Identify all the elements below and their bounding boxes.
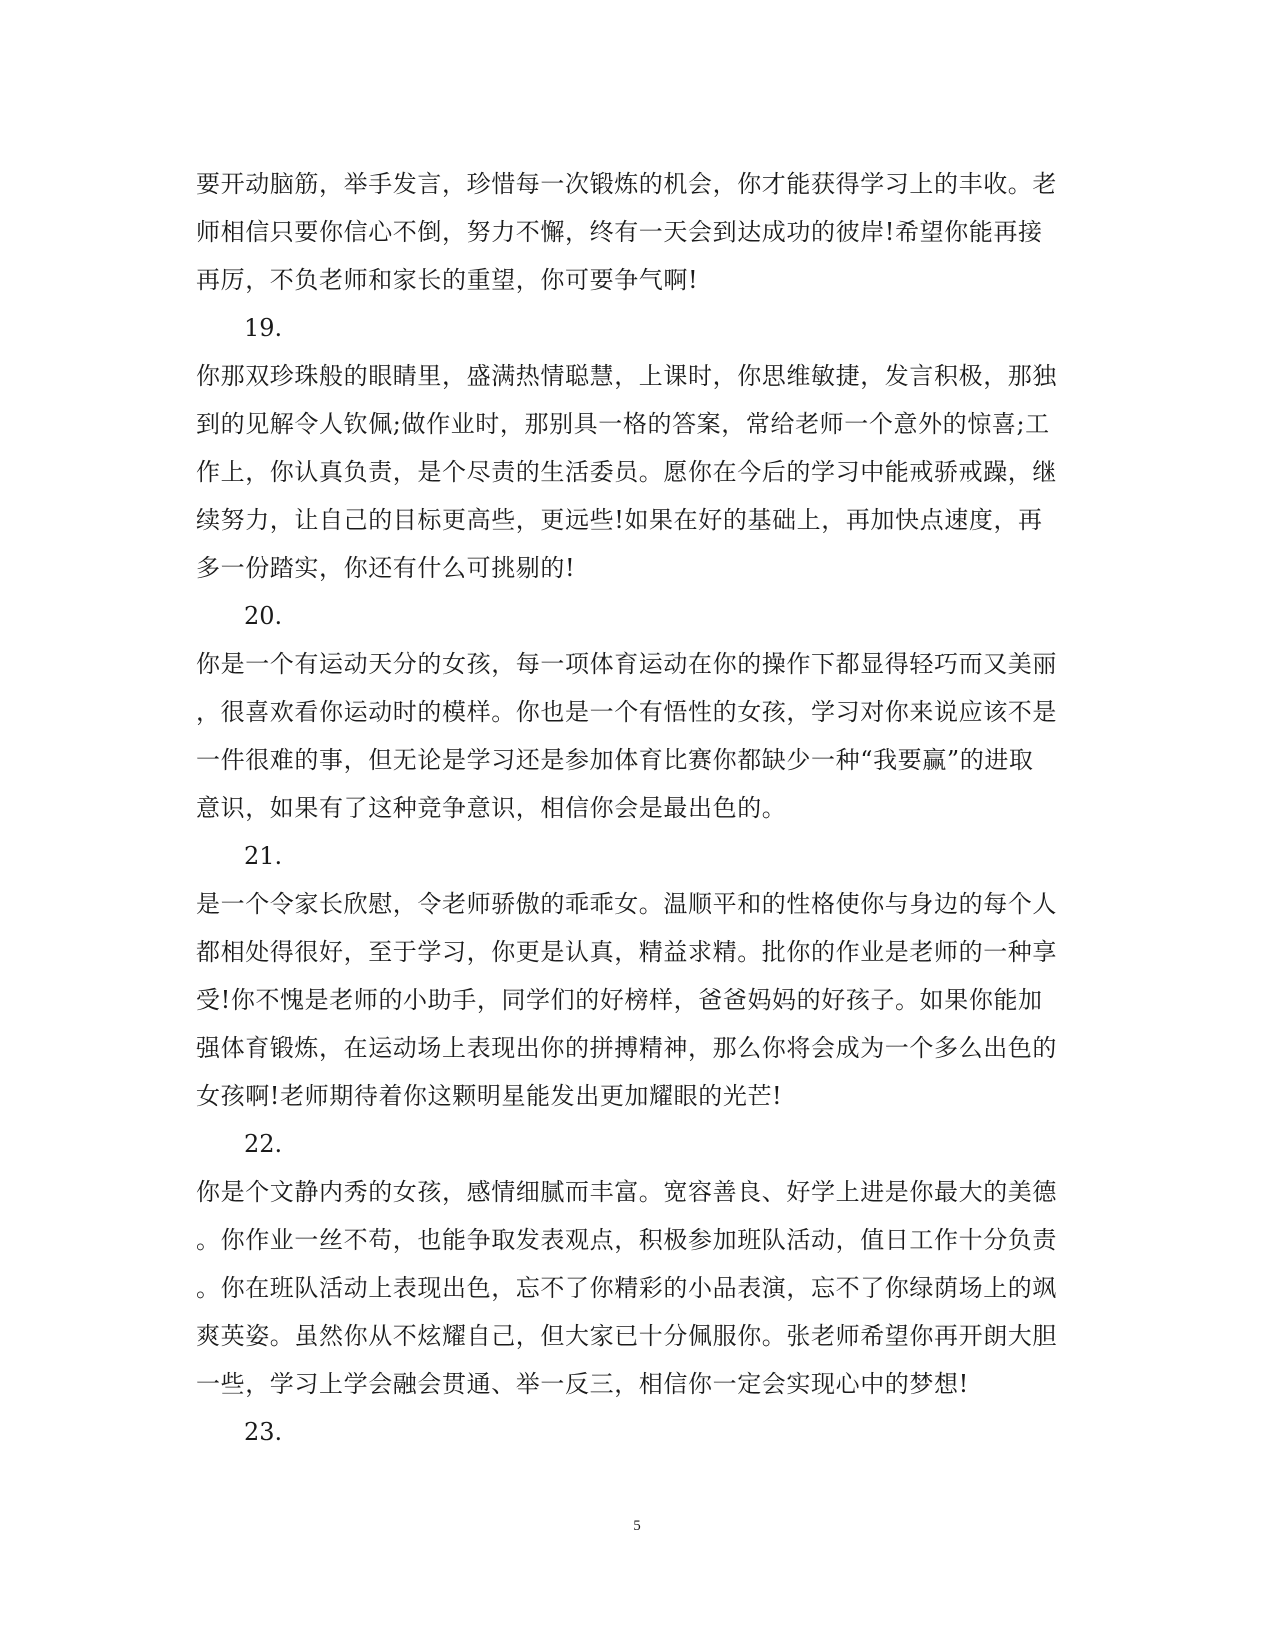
entry-number: 23. xyxy=(244,1418,283,1446)
text-line: 你是个文静内秀的女孩，感情细腻而丰富。宽容善良、好学上进是你最大的美德 xyxy=(196,1178,1057,1206)
intro-paragraph xyxy=(196,160,1076,304)
text-line: 都相处得很好，至于学习，你更是认真，精益求精。批你的作业是老师的一种享 xyxy=(196,938,1057,966)
entry-number: 22. xyxy=(244,1130,283,1158)
text-line: 师相信只要你信心不倒，努力不懈，终有一天会到达成功的彼岸!希望你能再接 xyxy=(196,218,1043,246)
text-line: 一些，学习上学会融会贯通、举一反三，相信你一定会实现心中的梦想! xyxy=(196,1370,969,1398)
text-line: 作上，你认真负责，是个尽责的生活委员。愿你在今后的学习中能戒骄戒躁，继 xyxy=(196,458,1057,486)
text-line: 强体育锻炼，在运动场上表现出你的拼搏精神，那么你将会成为一个多么出色的 xyxy=(196,1034,1057,1062)
text-line: 到的见解令人钦佩;做作业时，那别具一格的答案，常给老师一个意外的惊喜;工 xyxy=(196,410,1050,438)
entry-23 xyxy=(196,1408,1076,1456)
text-line: 一件很难的事，但无论是学习还是参加体育比赛你都缺少一种“我要赢”的进取 xyxy=(196,746,1034,774)
entry-19 xyxy=(196,304,1076,592)
text-line: 要开动脑筋，举手发言，珍惜每一次锻炼的机会，你才能获得学习上的丰收。老 xyxy=(196,170,1057,198)
text-line: 是一个令家长欣慰，令老师骄傲的乖乖女。温顺平和的性格使你与身边的每个人 xyxy=(196,890,1057,918)
page-number: 5 xyxy=(633,1518,641,1534)
text-line: ，很喜欢看你运动时的模样。你也是一个有悟性的女孩，学习对你来说应该不是 xyxy=(196,698,1057,726)
text-line: 你那双珍珠般的眼睛里，盛满热情聪慧，上课时，你思维敏捷，发言积极，那独 xyxy=(196,362,1057,390)
entry-22 xyxy=(196,1120,1076,1408)
entry-number: 20. xyxy=(244,602,283,630)
entry-21 xyxy=(196,832,1076,1120)
text-line: 爽英姿。虽然你从不炫耀自己，但大家已十分佩服你。张老师希望你再开朗大胆 xyxy=(196,1322,1057,1350)
text-line: 续努力，让自己的目标更高些，更远些!如果在好的基础上，再加快点速度，再 xyxy=(196,506,1043,534)
entry-20 xyxy=(196,592,1076,832)
text-line: 。你作业一丝不苟，也能争取发表观点，积极参加班队活动，值日工作十分负责 xyxy=(196,1226,1057,1254)
text-line: 受!你不愧是老师的小助手，同学们的好榜样，爸爸妈妈的好孩子。如果你能加 xyxy=(196,986,1043,1014)
document-body xyxy=(196,160,1076,1456)
text-line: 意识，如果有了这种竞争意识，相信你会是最出色的。 xyxy=(196,794,787,822)
entry-number: 19. xyxy=(244,314,283,342)
text-line: 女孩啊!老师期待着你这颗明星能发出更加耀眼的光芒! xyxy=(196,1082,783,1110)
text-line: 多一份踏实，你还有什么可挑剔的! xyxy=(196,554,576,582)
text-line: 再厉，不负老师和家长的重望，你可要争气啊! xyxy=(196,266,699,294)
entry-number: 21. xyxy=(244,842,283,870)
text-line: 你是一个有运动天分的女孩，每一项体育运动在你的操作下都显得轻巧而又美丽 xyxy=(196,650,1057,678)
text-line: 。你在班队活动上表现出色，忘不了你精彩的小品表演，忘不了你绿荫场上的飒 xyxy=(196,1274,1057,1302)
